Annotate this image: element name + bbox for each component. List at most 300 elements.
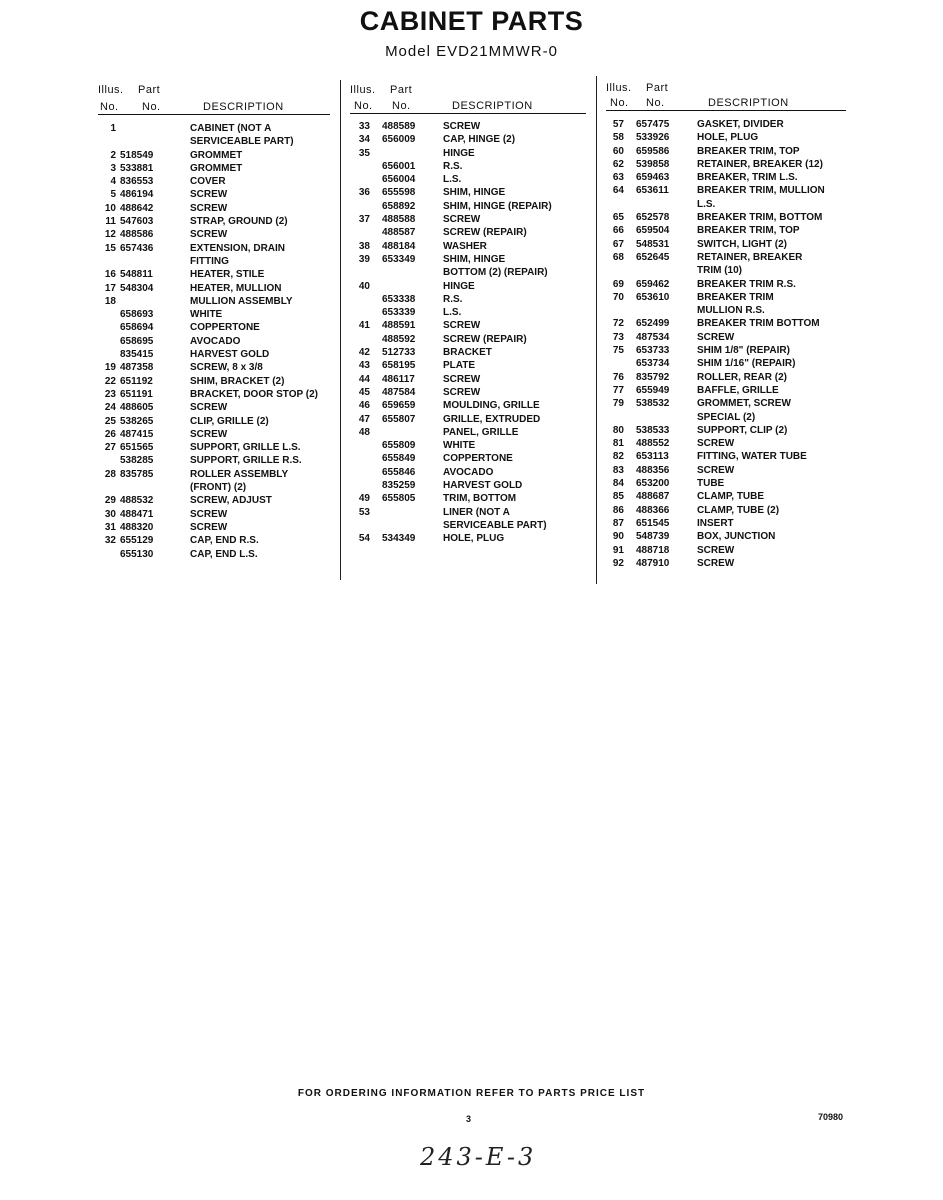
illus-number: 80 [612, 424, 624, 436]
part-row [606, 464, 851, 477]
part-number: 655130 [120, 548, 154, 560]
parts-column-1 [98, 84, 330, 561]
column-header [98, 84, 330, 114]
parts-column-3 [606, 82, 851, 570]
part-number: 653200 [636, 478, 670, 490]
illus-number: 46 [358, 400, 370, 412]
header-no: No. [354, 100, 373, 112]
illus-number: 10 [104, 202, 116, 214]
header-part-no: No. [392, 100, 411, 112]
header-description: DESCRIPTION [452, 100, 533, 112]
header-rule [350, 113, 586, 114]
part-number: 659462 [636, 278, 670, 290]
part-number: 653734 [636, 358, 670, 370]
part-row [98, 534, 330, 547]
header-description: DESCRIPTION [203, 101, 284, 113]
part-description: CABINET (NOT A [190, 123, 272, 134]
part-description: HOLE, PLUG [697, 132, 759, 144]
part-description: SCREW [190, 508, 228, 520]
part-number: 488718 [636, 544, 670, 556]
part-row [98, 481, 330, 494]
part-row [98, 175, 330, 188]
part-number: 518549 [120, 149, 154, 161]
part-description: SCREW [443, 373, 481, 385]
part-description: SCREW [190, 229, 228, 241]
part-description: COVER [190, 176, 226, 188]
part-row [350, 373, 590, 386]
part-description: L.S. [443, 174, 462, 186]
part-description: BOTTOM (2) (REPAIR) [443, 267, 548, 279]
part-number: 488589 [382, 121, 416, 132]
part-description: HOLE, PLUG [443, 533, 505, 545]
part-description: INSERT [697, 517, 734, 529]
part-number: 653611 [636, 185, 669, 197]
part-row [606, 211, 851, 224]
part-row [98, 215, 330, 228]
part-row [606, 344, 851, 357]
column-divider [596, 76, 597, 584]
part-description: SCREW [697, 557, 735, 569]
part-row [606, 530, 851, 543]
part-description: MULLION ASSEMBLY [190, 295, 293, 307]
illus-number: 92 [612, 557, 624, 569]
part-number: 548304 [120, 282, 154, 294]
header-illus: Illus. [350, 84, 376, 96]
part-description: FITTING, WATER TUBE [697, 451, 807, 463]
part-description: GROMMET [190, 162, 243, 174]
illus-number: 70 [612, 291, 624, 303]
part-row [606, 557, 851, 570]
illus-number: 64 [612, 185, 624, 197]
part-description: BREAKER, TRIM L.S. [697, 172, 798, 184]
part-number: 488471 [120, 508, 154, 520]
illus-number: 53 [358, 506, 370, 518]
illus-number: 47 [358, 413, 370, 425]
part-description: MOULDING, GRILLE [443, 400, 540, 412]
part-description: SHIM, HINGE [443, 187, 506, 199]
illus-number: 4 [110, 176, 116, 188]
part-description: ROLLER ASSEMBLY [190, 468, 289, 480]
part-description: BRACKET [443, 347, 492, 359]
illus-number: 29 [104, 495, 116, 507]
illus-number: 90 [612, 531, 624, 543]
part-number: 653113 [636, 451, 669, 463]
part-description: STRAP, GROUND (2) [190, 216, 288, 228]
part-number: 835785 [120, 468, 154, 480]
part-row [350, 160, 590, 173]
illus-number: 67 [612, 238, 624, 250]
part-description: SPECIAL (2) [697, 411, 756, 423]
part-number: 651191 [120, 388, 153, 400]
part-number: 656001 [382, 160, 416, 172]
illus-number: 27 [104, 442, 116, 454]
part-number: 534349 [382, 533, 416, 545]
part-description: SCREW [443, 320, 481, 332]
part-number: 488366 [636, 504, 670, 516]
part-row [350, 133, 590, 146]
part-number: 487910 [636, 557, 670, 569]
part-number: 658195 [382, 360, 416, 372]
part-row [350, 452, 590, 465]
part-description: BREAKER TRIM, MULLION [697, 185, 825, 197]
parts-rows [98, 122, 330, 561]
column-header [606, 82, 851, 112]
part-number: 653349 [382, 253, 416, 265]
column-divider [340, 80, 341, 580]
part-row [350, 413, 590, 426]
part-number: 488532 [120, 495, 154, 507]
parts-rows [606, 118, 851, 570]
part-row [606, 477, 851, 490]
part-number: 547603 [120, 216, 154, 228]
part-number: 655949 [636, 384, 670, 396]
part-description: WASHER [443, 240, 487, 252]
part-number: 512733 [382, 347, 416, 359]
illus-number: 86 [612, 504, 624, 516]
header-description: DESCRIPTION [708, 97, 789, 109]
illus-number: 17 [104, 282, 116, 294]
part-description: BOX, JUNCTION [697, 531, 776, 543]
illus-number: 37 [358, 214, 370, 226]
illus-number: 19 [104, 362, 116, 374]
part-row [98, 375, 330, 388]
part-row [606, 490, 851, 503]
handwritten-note: 243-E-3 [420, 1143, 537, 1171]
part-row [98, 188, 330, 201]
part-number: 653338 [382, 293, 416, 305]
part-description: RETAINER, BREAKER [697, 251, 803, 263]
part-row [350, 200, 590, 213]
part-number: 659463 [636, 172, 670, 184]
part-row [606, 411, 851, 424]
part-row [606, 517, 851, 530]
part-number: 659659 [382, 400, 416, 412]
part-row [98, 149, 330, 162]
part-number: 659586 [636, 145, 670, 157]
header-part: Part [138, 84, 161, 96]
part-row [350, 506, 590, 519]
part-row [606, 131, 851, 144]
part-number: 488320 [120, 521, 154, 533]
part-row [606, 171, 851, 184]
header-part: Part [390, 84, 413, 96]
ordering-note: FOR ORDERING INFORMATION REFER TO PARTS PRICE LIST [297, 1088, 646, 1099]
part-row [350, 280, 590, 293]
part-description: CAP, END L.S. [190, 548, 258, 560]
header-rule [98, 114, 330, 115]
part-row [350, 466, 590, 479]
illus-number: 42 [358, 347, 370, 359]
part-description: COPPERTONE [443, 453, 513, 465]
part-description: CLIP, GRILLE (2) [190, 415, 269, 427]
illus-number: 82 [612, 451, 624, 463]
part-description: BREAKER TRIM [697, 291, 774, 303]
illus-number: 1 [110, 123, 116, 134]
illus-number: 40 [358, 280, 370, 292]
part-number: 653733 [636, 345, 670, 357]
header-part: Part [646, 82, 669, 94]
part-number: 655129 [120, 535, 154, 547]
document-code: 70980 [818, 1112, 844, 1122]
part-number: 835259 [382, 480, 416, 492]
part-row [350, 240, 590, 253]
illus-number: 25 [104, 415, 116, 427]
illus-number: 33 [358, 121, 370, 132]
illus-number: 83 [612, 464, 624, 476]
part-row [98, 508, 330, 521]
part-description: COPPERTONE [190, 322, 260, 334]
illus-number: 35 [358, 147, 370, 159]
part-description: EXTENSION, DRAIN [190, 242, 286, 254]
part-row [98, 308, 330, 321]
part-description: PANEL, GRILLE [443, 426, 519, 438]
part-number: 548531 [636, 238, 670, 250]
part-number: 835792 [636, 371, 670, 383]
part-row [606, 304, 851, 317]
part-description: BRACKET, DOOR STOP (2) [190, 388, 318, 400]
illus-number: 57 [612, 119, 624, 130]
illus-number: 62 [612, 158, 624, 170]
part-number: 655846 [382, 466, 416, 478]
parts-column-2 [350, 84, 590, 546]
part-description: SCREW [190, 428, 228, 440]
part-number: 538265 [120, 415, 154, 427]
illus-number: 38 [358, 240, 370, 252]
part-description: SCREW [190, 521, 228, 533]
part-description: BREAKER TRIM, TOP [697, 145, 800, 157]
illus-number: 39 [358, 253, 370, 265]
part-description: CLAMP, TUBE [697, 491, 765, 503]
part-description: FITTING [190, 255, 229, 267]
illus-number: 72 [612, 318, 624, 330]
part-number: 656004 [382, 174, 416, 186]
illus-number: 85 [612, 491, 624, 503]
part-row [606, 278, 851, 291]
part-row [606, 384, 851, 397]
part-number: 548811 [120, 269, 153, 281]
part-number: 487534 [636, 331, 670, 343]
part-row [606, 450, 851, 463]
illus-number: 54 [358, 533, 370, 545]
part-row [98, 348, 330, 361]
part-row [606, 264, 851, 277]
part-row [98, 468, 330, 481]
part-row [98, 162, 330, 175]
part-row [606, 397, 851, 410]
part-description: HEATER, STILE [190, 269, 265, 281]
part-number: 651192 [120, 375, 153, 387]
part-row [606, 158, 851, 171]
part-row [350, 253, 590, 266]
part-number: 652645 [636, 251, 670, 263]
illus-number: 44 [358, 373, 370, 385]
part-row [98, 521, 330, 534]
illus-number: 75 [612, 345, 624, 357]
part-description: BREAKER TRIM, TOP [697, 225, 800, 237]
part-description: WHITE [190, 309, 223, 321]
part-row [98, 388, 330, 401]
page-title: CABINET PARTS [359, 6, 584, 36]
part-description: R.S. [443, 160, 463, 172]
illus-number: 31 [104, 521, 116, 533]
part-row [350, 213, 590, 226]
illus-number: 60 [612, 145, 624, 157]
part-row [98, 361, 330, 374]
part-description: SCREW (REPAIR) [443, 333, 527, 345]
part-row [98, 295, 330, 308]
part-description: WHITE [443, 440, 476, 452]
part-row [98, 242, 330, 255]
part-number: 655807 [382, 413, 416, 425]
part-row [350, 439, 590, 452]
part-row [606, 357, 851, 370]
part-row [606, 331, 851, 344]
part-row [98, 202, 330, 215]
part-description: HINGE [443, 280, 475, 292]
part-description: HINGE [443, 147, 475, 159]
part-number: 657436 [120, 242, 154, 254]
illus-number: 5 [110, 189, 116, 201]
part-row [350, 519, 590, 532]
part-row [98, 454, 330, 467]
header-illus: Illus. [606, 82, 632, 94]
part-row [350, 479, 590, 492]
part-description: SCREW [697, 331, 735, 343]
part-row [350, 120, 590, 133]
part-number: 488588 [382, 214, 416, 226]
column-header [350, 84, 590, 114]
illus-number: 32 [104, 535, 116, 547]
part-number: 548739 [636, 531, 670, 543]
part-description: LINER (NOT A [443, 506, 510, 518]
illus-number: 11 [105, 216, 116, 228]
part-description: SERVICEABLE PART) [443, 519, 547, 531]
illus-number: 30 [104, 508, 116, 520]
part-number: 488592 [382, 333, 416, 345]
part-row [606, 251, 851, 264]
part-number: 539858 [636, 158, 670, 170]
part-row [350, 306, 590, 319]
part-description: R.S. [443, 293, 463, 305]
part-description: SWITCH, LIGHT (2) [697, 238, 787, 250]
part-number: 658694 [120, 322, 154, 334]
illus-number: 24 [104, 402, 116, 414]
part-number: 488605 [120, 402, 154, 414]
part-description: BAFFLE, GRILLE [697, 384, 779, 396]
part-number: 651565 [120, 442, 154, 454]
part-number: 487415 [120, 428, 154, 440]
part-row [350, 333, 590, 346]
part-row [606, 317, 851, 330]
part-row [350, 293, 590, 306]
part-description: SCREW [190, 202, 228, 214]
part-description: SCREW, ADJUST [190, 495, 272, 507]
part-row [350, 399, 590, 412]
part-description: CAP, END R.S. [190, 535, 259, 547]
part-description: TRIM, BOTTOM [443, 493, 517, 505]
page-number: 3 [466, 1114, 472, 1124]
part-description: BREAKER TRIM BOTTOM [697, 318, 820, 330]
part-description: MULLION R.S. [697, 305, 765, 317]
header-no: No. [610, 97, 629, 109]
illus-number: 36 [358, 187, 370, 199]
part-number: 538285 [120, 455, 154, 467]
part-description: SCREW [190, 402, 228, 414]
model-subtitle: Model EVD21MMWR-0 [385, 43, 558, 60]
part-number: 655849 [382, 453, 416, 465]
part-row [98, 135, 330, 148]
header-rule [606, 110, 846, 111]
part-number: 533881 [120, 162, 154, 174]
illus-number: 12 [104, 229, 116, 241]
part-description: BREAKER TRIM R.S. [697, 278, 796, 290]
header-illus: Illus. [98, 84, 124, 96]
part-description: SCREW [697, 464, 735, 476]
part-description: SCREW, 8 x 3/8 [190, 362, 263, 374]
part-number: 488552 [636, 438, 670, 450]
part-number: 487358 [120, 362, 154, 374]
part-row [606, 145, 851, 158]
part-row [606, 198, 851, 211]
illus-number: 3 [110, 162, 116, 174]
part-description: HARVEST GOLD [443, 480, 523, 492]
illus-number: 49 [358, 493, 370, 505]
part-description: SUPPORT, GRILLE R.S. [190, 455, 302, 467]
illus-number: 91 [612, 544, 624, 556]
part-description: SCREW (REPAIR) [443, 227, 527, 239]
part-number: 656009 [382, 134, 416, 146]
part-row [606, 118, 851, 131]
part-number: 651545 [636, 517, 670, 529]
part-row [350, 186, 590, 199]
part-number: 487584 [382, 386, 416, 398]
part-number: 652499 [636, 318, 670, 330]
part-description: TUBE [697, 478, 725, 490]
part-number: 658695 [120, 335, 154, 347]
part-description: TRIM (10) [697, 265, 742, 277]
part-number: 488687 [636, 491, 670, 503]
part-description: GROMMET, SCREW [697, 398, 791, 410]
part-number: 486117 [382, 373, 415, 385]
part-description: SCREW [443, 386, 481, 398]
illus-number: 65 [612, 212, 624, 224]
part-row [98, 228, 330, 241]
part-number: 653339 [382, 307, 416, 319]
part-description: SHIM 1/16" (REPAIR) [697, 358, 796, 370]
illus-number: 18 [104, 295, 116, 307]
part-description: GRILLE, EXTRUDED [443, 413, 541, 425]
part-description: (FRONT) (2) [190, 482, 247, 494]
part-number: 655598 [382, 187, 416, 199]
part-row [606, 371, 851, 384]
parts-rows [350, 120, 590, 546]
part-description: SHIM, BRACKET (2) [190, 375, 285, 387]
part-row [606, 184, 851, 197]
part-description: ROLLER, REAR (2) [697, 371, 787, 383]
part-row [606, 224, 851, 237]
part-row [606, 544, 851, 557]
illus-number: 23 [104, 388, 116, 400]
part-number: 488184 [382, 240, 416, 252]
part-description: SHIM, HINGE [443, 253, 506, 265]
illus-number: 16 [104, 269, 116, 281]
part-number: 835415 [120, 349, 154, 361]
part-number: 657475 [636, 119, 670, 130]
part-row [98, 282, 330, 295]
part-number: 488642 [120, 202, 154, 214]
part-row [98, 268, 330, 281]
part-number: 488356 [636, 464, 670, 476]
